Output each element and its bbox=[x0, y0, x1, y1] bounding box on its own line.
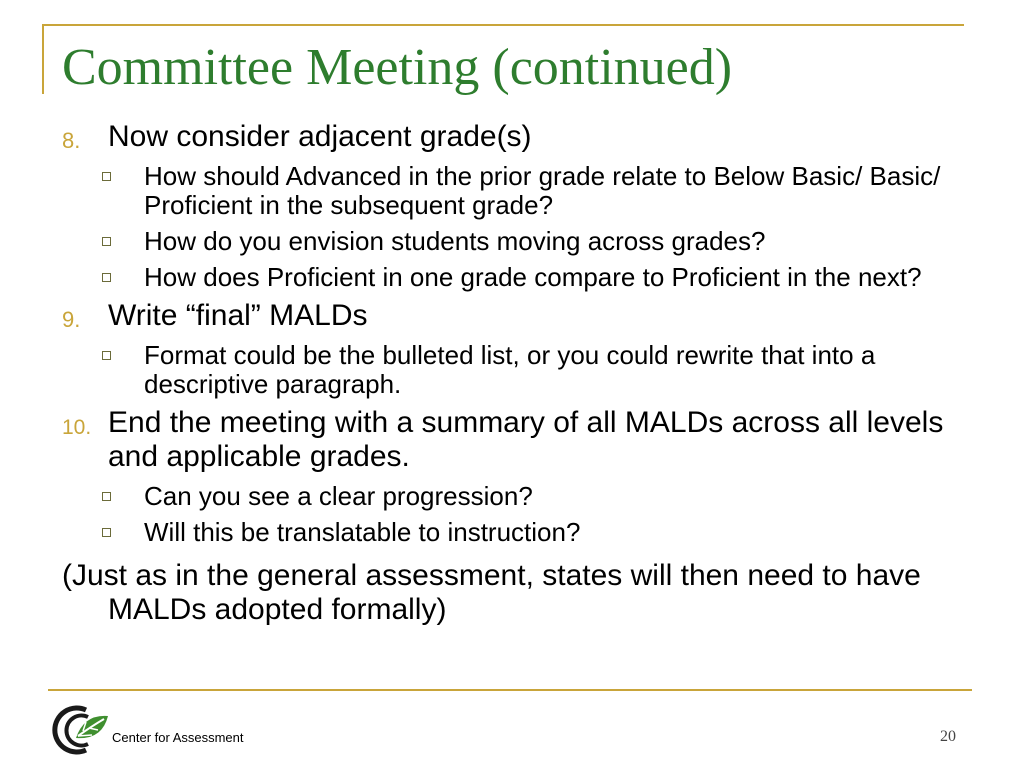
sub-list-item bbox=[62, 482, 972, 511]
item-text: End the meeting with a summary of all MALDs across all levels and applicable grades. bbox=[108, 406, 944, 473]
sub-item-text: How do you envision students moving across grades? bbox=[144, 226, 766, 256]
square-bullet-icon bbox=[102, 237, 111, 246]
closing-note: (Just as in the general assessment, states will then need to have MALDs adopted formally) bbox=[62, 559, 921, 626]
sub-list-item bbox=[62, 518, 972, 547]
sub-item-text: How should Advanced in the prior grade relate to Below Basic/ Basic/ Proficient in the subsequent grade? bbox=[144, 161, 941, 220]
slide-body bbox=[62, 120, 972, 627]
list-item-9 bbox=[62, 299, 972, 333]
sub-item-text: Will this be translatable to instruction? bbox=[144, 517, 581, 547]
sub-list-item bbox=[62, 227, 972, 256]
page-number: 20 bbox=[940, 728, 956, 745]
sub-list-item bbox=[62, 341, 972, 399]
item-text: Now consider adjacent grade(s) bbox=[108, 120, 532, 153]
list-item-8 bbox=[62, 120, 972, 154]
square-bullet-icon bbox=[102, 273, 111, 282]
sub-list-item bbox=[62, 162, 972, 220]
square-bullet-icon bbox=[102, 172, 111, 181]
organization-name: Center for Assessment bbox=[112, 730, 244, 745]
sub-list-item bbox=[62, 263, 972, 292]
item-number: 8. bbox=[62, 128, 81, 153]
item-number: 10. bbox=[62, 416, 92, 439]
sub-item-text: How does Proficient in one grade compare to Proficient in the next? bbox=[144, 262, 922, 292]
top-border-line bbox=[42, 24, 964, 26]
sub-item-text: Format could be the bulleted list, or you could rewrite that into a descriptive paragraph. bbox=[144, 340, 876, 399]
square-bullet-icon bbox=[102, 492, 111, 501]
footer-divider bbox=[48, 689, 972, 691]
sub-item-text: Can you see a clear progression? bbox=[144, 481, 533, 511]
left-border-line bbox=[42, 24, 44, 94]
item-number: 9. bbox=[62, 307, 81, 332]
item-text: Write “final” MALDs bbox=[108, 299, 368, 332]
slide-title: Committee Meeting (continued) bbox=[62, 39, 733, 96]
square-bullet-icon bbox=[102, 528, 111, 537]
square-bullet-icon bbox=[102, 351, 111, 360]
center-for-assessment-logo-icon bbox=[48, 700, 112, 756]
list-item-10 bbox=[62, 406, 972, 474]
